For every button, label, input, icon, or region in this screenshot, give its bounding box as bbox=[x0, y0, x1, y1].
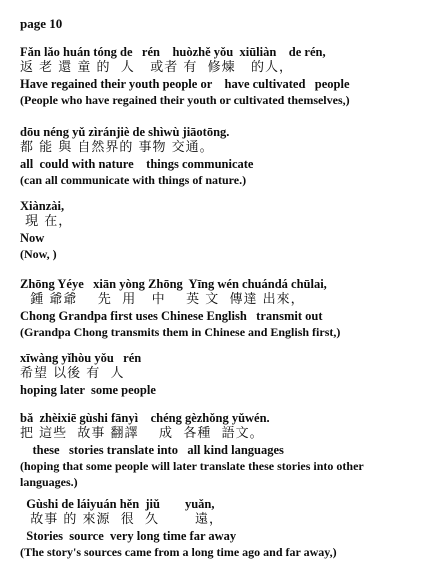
chinese-line: 都 能 與 自然界的 事物 交通。 bbox=[20, 140, 214, 155]
chinese-line: 現 在， bbox=[20, 214, 73, 229]
page-number: page 10 bbox=[20, 16, 63, 31]
translation-line: (Grandpa Chong transmits them in Chinese and English first,) bbox=[20, 325, 341, 339]
chinese-line: 希望 以後 有 人 bbox=[20, 366, 125, 381]
gloss-line: Stories source very long time far away bbox=[20, 529, 237, 543]
chinese-line: 鍾 爺爺 先 用 中 英 文 傳達 出來， bbox=[20, 292, 305, 307]
pinyin-line: Zhōng Yéye xiān yòng Zhōng Yīng wén chuándá chūlai, bbox=[20, 277, 327, 291]
pinyin-line: Xiànzài, bbox=[20, 199, 65, 213]
gloss-line: Now bbox=[20, 231, 45, 245]
pinyin-line: Fǎn lǎo huán tóng de rén huòzhě yǒu xiūliàn de rén, bbox=[20, 45, 326, 59]
chinese-line: 故事 的 來源 很 久 遠， bbox=[20, 512, 223, 527]
translation-line: (can all communicate with things of nature.) bbox=[20, 173, 247, 187]
passage-block-4 bbox=[20, 276, 420, 340]
pinyin-line: bǎ zhèixiē gùshi fānyì chéng gèzhǒng yǔwén. bbox=[20, 411, 270, 425]
passage-block-5 bbox=[20, 350, 420, 398]
pinyin-line: dōu néng yǔ zìránjiè de shìwù jiāotōng. bbox=[20, 125, 230, 139]
chinese-line: 把 這些 故事 翻譯 成 各種 語文。 bbox=[20, 426, 264, 441]
translation-line: (hoping that some people will later translate these stories into other languages.) bbox=[20, 459, 364, 489]
gloss-line: Have regained their youth people or have cultivated people bbox=[20, 77, 350, 91]
translation-line: (The story's sources came from a long time ago and far away,) bbox=[20, 545, 337, 559]
passage-block-1 bbox=[20, 44, 420, 108]
gloss-line: hoping later some people bbox=[20, 383, 156, 397]
passage-block-7 bbox=[20, 496, 420, 560]
passage-block-6 bbox=[20, 410, 420, 490]
chinese-line: 返 老 還 童 的 人 或者 有 修煉 的人， bbox=[20, 60, 293, 75]
gloss-line: these stories translate into all kind languages bbox=[20, 443, 284, 457]
translation-line: (People who have regained their youth or cultivated themselves,) bbox=[20, 93, 350, 107]
passage-block-3 bbox=[20, 198, 420, 262]
gloss-line: all could with nature things communicate bbox=[20, 157, 254, 171]
translation-line: (Now, ) bbox=[20, 247, 57, 261]
passage-block-2 bbox=[20, 124, 420, 188]
pinyin-line: xīwàng yǐhòu yǒu rén bbox=[20, 351, 142, 365]
pinyin-line: Gùshi de láiyuán hěn jiǔ yuǎn, bbox=[20, 497, 215, 511]
gloss-line: Chong Grandpa first uses Chinese English transmit out bbox=[20, 309, 323, 323]
